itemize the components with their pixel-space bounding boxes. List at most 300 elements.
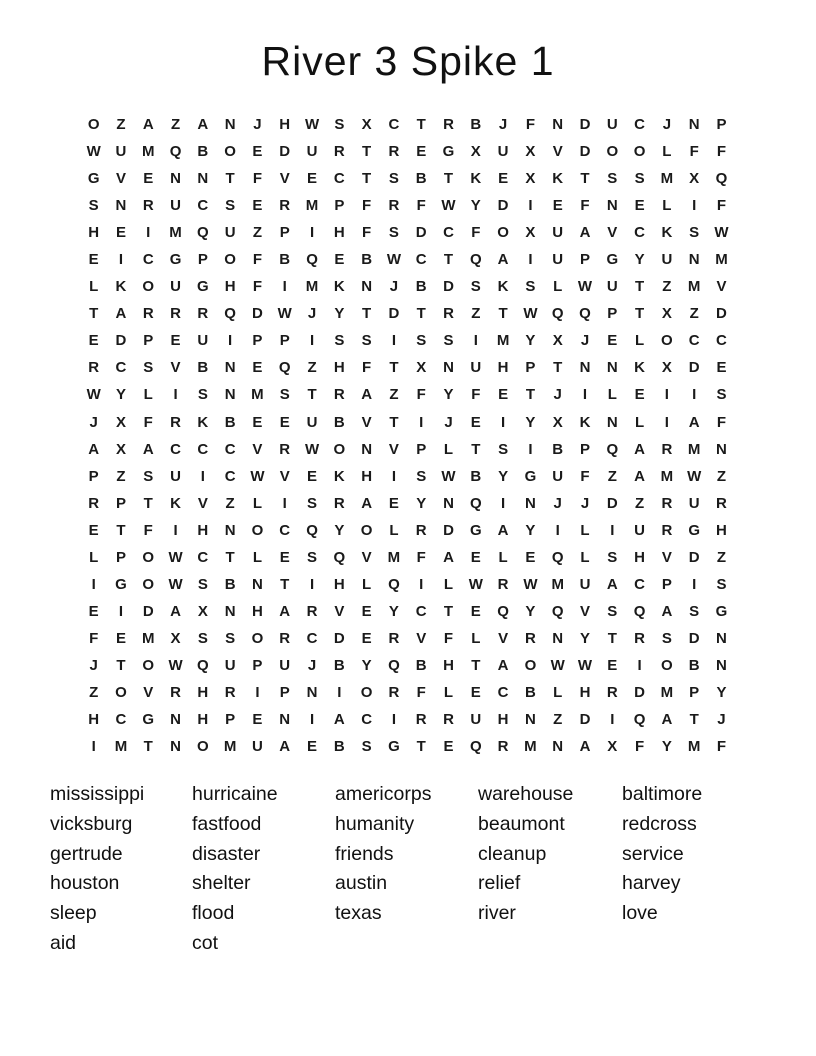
grid-letter: R [88, 494, 100, 512]
grid-letter: L [89, 548, 99, 566]
grid-letter: E [498, 386, 509, 404]
grid-row [80, 327, 735, 354]
grid-letter: R [142, 305, 154, 323]
grid-letter: E [470, 413, 481, 431]
grid-letter: K [579, 413, 591, 431]
grid-letter: Q [169, 143, 182, 161]
grid-letter: F [525, 116, 535, 134]
grid-letter: W [687, 467, 702, 485]
grid-letter: I [91, 738, 96, 756]
grid-letter: T [443, 251, 454, 269]
grid-letter: L [143, 386, 153, 404]
grid-letter: R [333, 143, 345, 161]
grid-letter: R [661, 440, 673, 458]
grid-letter: K [333, 467, 345, 485]
grid-letter: R [333, 494, 345, 512]
grid-letter: C [224, 467, 236, 485]
grid-letter: R [716, 494, 727, 512]
grid-letter: Q [606, 440, 619, 458]
grid-letter: A [142, 116, 154, 134]
grid-letter: F [416, 548, 426, 566]
word-item: mississippi [50, 783, 145, 805]
grid-letter: E [388, 494, 399, 512]
grid-letter: F [443, 629, 454, 647]
grid-letter: L [635, 413, 645, 431]
word-item: humanity [335, 812, 415, 835]
grid-letter: P [252, 332, 263, 350]
grid-letter: Y [388, 602, 399, 620]
grid-letter: W [168, 548, 183, 566]
grid-letter: Z [225, 494, 235, 512]
grid-letter: I [501, 413, 506, 431]
grid-letter: G [688, 521, 701, 539]
grid-letter: Y [443, 386, 454, 404]
grid-letter: S [607, 602, 618, 620]
grid-letter: O [251, 521, 264, 539]
grid-letter: O [497, 224, 509, 242]
grid-letter: N [361, 440, 373, 458]
grid-letter: R [634, 629, 645, 647]
grid-letter: D [688, 548, 700, 566]
grid-letter: Q [306, 251, 318, 269]
grid-letter: X [525, 143, 536, 161]
grid-letter: J [580, 332, 590, 350]
grid-letter: K [333, 278, 345, 296]
grid-letter: U [279, 656, 291, 674]
grid-letter: E [470, 684, 481, 701]
grid-letter: L [252, 494, 263, 512]
grid-letter: B [333, 656, 345, 674]
grid-letter: P [607, 305, 618, 323]
grid-letter: R [170, 305, 181, 323]
grid-letter: N [524, 494, 536, 512]
grid-letter: R [443, 116, 454, 134]
grid-row [80, 246, 735, 273]
grid-letter: H [634, 548, 645, 566]
grid-letter: S [416, 467, 427, 485]
grid-letter: R [497, 575, 509, 593]
grid-letter: V [252, 440, 263, 458]
word-item: redcross [622, 812, 697, 835]
grid-letter: Z [116, 116, 126, 134]
grid-letter: U [688, 494, 700, 512]
grid-letter: T [89, 305, 99, 323]
grid-letter: D [388, 305, 400, 323]
grid-letter: P [197, 251, 208, 269]
grid-letter: F [716, 413, 727, 431]
grid-letter: V [607, 224, 618, 242]
grid-letter: O [524, 656, 537, 674]
grid-row [80, 517, 735, 544]
grid-letter: O [197, 738, 209, 756]
grid-letter: M [169, 224, 182, 242]
grid-letter: Y [334, 521, 345, 539]
grid-letter: C [497, 684, 509, 701]
grid-letter: C [170, 440, 181, 458]
grid-letter: P [279, 332, 290, 350]
grid-letter: Z [635, 494, 645, 512]
grid-letter: S [197, 575, 208, 593]
grid-letter: Q [633, 711, 646, 729]
grid-letter: O [360, 521, 373, 539]
grid-letter: Y [334, 305, 345, 323]
grid-letter: V [388, 440, 399, 458]
grid-letter: S [443, 332, 454, 350]
grid-letter: T [443, 602, 454, 620]
grid-letter: I [610, 711, 615, 729]
grid-letter: R [388, 143, 400, 161]
grid-letter: L [580, 548, 590, 566]
grid-letter: F [471, 224, 481, 242]
grid-row [80, 436, 735, 463]
grid-letter: B [552, 440, 564, 458]
grid-letter: P [525, 359, 536, 377]
grid-letter: D [497, 197, 509, 215]
grid-letter: F [635, 738, 645, 756]
grid-letter: N [606, 413, 618, 431]
grid-letter: E [361, 629, 372, 647]
grid-letter: A [279, 602, 291, 620]
grid-letter: F [471, 386, 481, 404]
grid-letter: X [361, 116, 372, 134]
grid-letter: A [606, 575, 618, 593]
word-item: aid [50, 931, 77, 954]
grid-letter: W [550, 656, 565, 674]
grid-letter: R [279, 440, 291, 458]
grid-row [80, 679, 735, 706]
grid-letter: D [333, 629, 345, 647]
grid-letter: L [443, 440, 454, 458]
grid-letter: N [716, 440, 727, 458]
grid-letter: S [716, 575, 727, 593]
grid-letter: E [607, 332, 618, 350]
grid-letter: I [309, 332, 315, 350]
grid-letter: P [279, 684, 290, 701]
grid-letter: T [443, 170, 454, 188]
word-item: service [622, 842, 684, 865]
grid-letter: S [661, 629, 672, 647]
grid-letter: B [688, 656, 700, 674]
grid-letter: P [579, 251, 590, 269]
grid-letter: D [415, 224, 427, 242]
grid-letter: S [388, 224, 399, 242]
grid-letter: L [580, 521, 590, 539]
grid-letter: T [362, 305, 372, 323]
grid-letter: Z [252, 224, 263, 242]
grid-letter: M [524, 738, 537, 756]
grid-letter: N [170, 711, 181, 729]
grid-letter: F [252, 278, 263, 296]
grid-letter: D [579, 143, 591, 161]
grid-letter: E [88, 332, 99, 350]
grid-row [80, 733, 735, 760]
grid-letter: F [689, 143, 699, 161]
grid-letter: R [170, 684, 181, 701]
grid-letter: F [580, 197, 590, 215]
grid-letter: F [143, 413, 153, 431]
grid-letter: M [660, 467, 674, 485]
grid-letter: U [252, 738, 263, 756]
grid-letter: W [304, 116, 320, 134]
grid-letter: I [146, 224, 151, 242]
grid-letter: A [333, 711, 345, 729]
grid-letter: Y [470, 197, 481, 215]
grid-letter: T [225, 548, 235, 566]
grid-letter: X [525, 170, 536, 188]
grid-letter: G [606, 251, 619, 269]
grid-letter: M [305, 278, 319, 296]
word-item: beaumont [478, 812, 565, 835]
grid-letter: I [118, 251, 124, 269]
grid-letter: M [715, 251, 728, 269]
grid-letter: V [197, 494, 208, 512]
grid-letter: I [282, 278, 287, 296]
grid-letter: C [197, 440, 209, 458]
grid-letter: C [688, 332, 700, 350]
grid-letter: Z [471, 305, 481, 323]
grid-letter: K [634, 359, 645, 377]
grid-letter: K [497, 278, 509, 296]
grid-letter: U [170, 467, 181, 485]
grid-row [80, 354, 735, 381]
grid-letter: L [89, 278, 99, 296]
grid-letter: F [416, 197, 426, 215]
grid-letter: A [115, 305, 127, 323]
grid-letter: O [661, 332, 673, 350]
grid-letter: U [634, 521, 645, 539]
grid-row [80, 598, 735, 625]
grid-letter: Q [224, 305, 236, 323]
grid-letter: G [715, 602, 728, 620]
grid-letter: G [469, 521, 482, 539]
grid-letter: F [362, 359, 372, 377]
grid-letter: F [416, 386, 426, 404]
grid-letter: H [333, 224, 345, 242]
grid-letter: R [142, 197, 154, 215]
grid-letter: Q [333, 548, 346, 566]
grid-letter: N [197, 170, 209, 188]
grid-letter: B [333, 738, 345, 756]
grid-letter: A [361, 386, 373, 404]
grid-letter: H [197, 521, 209, 539]
grid-letter: E [252, 143, 263, 161]
grid-letter: V [716, 278, 727, 296]
grid-letter: F [716, 143, 727, 161]
grid-letter: Z [116, 467, 126, 485]
grid-letter: I [664, 386, 669, 404]
grid-letter: E [88, 521, 99, 539]
grid-letter: N [606, 197, 618, 215]
grid-letter: W [577, 278, 593, 296]
grid-letter: E [307, 467, 318, 485]
grid-letter: V [579, 602, 590, 620]
grid-letter: T [689, 711, 699, 729]
grid-letter: P [225, 711, 236, 729]
grid-letter: J [580, 494, 590, 512]
grid-letter: T [389, 413, 399, 431]
grid-letter: R [197, 305, 209, 323]
grid-letter: S [498, 440, 509, 458]
grid-letter: X [416, 359, 427, 377]
grid-letter: L [362, 575, 372, 593]
grid-letter: B [197, 143, 209, 161]
grid-letter: B [415, 656, 427, 674]
grid-letter: D [688, 629, 700, 647]
grid-letter: I [391, 467, 396, 485]
grid-letter: Y [579, 629, 590, 647]
word-item: hurricaine [192, 783, 278, 805]
grid-letter: S [470, 278, 481, 296]
grid-letter: Z [716, 548, 727, 566]
grid-letter: M [551, 575, 564, 593]
grid-letter: P [661, 575, 672, 593]
grid-letter: A [579, 738, 591, 756]
grid-letter: C [634, 116, 645, 134]
grid-letter: G [142, 711, 155, 729]
grid-letter: U [170, 278, 181, 296]
grid-letter: J [717, 711, 726, 729]
grid-letter: U [170, 197, 181, 215]
grid-letter: B [224, 413, 236, 431]
grid-row [80, 165, 735, 192]
grid-letter: S [143, 467, 154, 485]
grid-letter: X [661, 359, 672, 377]
grid-letter: D [443, 521, 454, 539]
grid-letter: R [443, 711, 454, 729]
grid-letter: Y [525, 332, 536, 350]
grid-letter: F [716, 197, 727, 215]
grid-letter: A [497, 656, 509, 674]
grid-letter: I [473, 332, 478, 350]
grid-letter: T [280, 575, 290, 593]
grid-letter: Z [389, 386, 399, 404]
grid-letter: T [116, 521, 126, 539]
grid-letter: S [361, 738, 372, 756]
grid-letter: S [334, 116, 345, 134]
grid-letter: D [688, 359, 700, 377]
grid-letter: I [118, 602, 124, 620]
grid-letter: E [470, 548, 481, 566]
grid-letter: Q [306, 521, 318, 539]
grid-letter: F [143, 521, 153, 539]
grid-letter: F [252, 170, 263, 188]
grid-letter: E [361, 602, 372, 620]
grid-letter: C [333, 170, 345, 188]
grid-letter: I [419, 575, 424, 593]
grid-letter: Z [662, 278, 672, 296]
grid-letter: E [525, 548, 536, 566]
grid-letter: O [360, 684, 373, 701]
grid-letter: S [88, 197, 99, 215]
grid-letter: Y [525, 413, 536, 431]
grid-letter: Q [278, 359, 291, 377]
grid-letter: I [228, 332, 233, 350]
word-item: baltimore [622, 783, 703, 805]
word-list-column [478, 780, 622, 959]
grid-letter: F [416, 684, 426, 701]
grid-letter: I [391, 332, 396, 350]
grid-letter: I [173, 386, 178, 404]
grid-letter: P [115, 494, 126, 512]
grid-letter: V [498, 629, 509, 647]
grid-letter: L [635, 332, 645, 350]
grid-letter: T [635, 278, 645, 296]
grid-letter: E [279, 413, 290, 431]
grid-letter: A [142, 440, 154, 458]
grid-letter: R [415, 711, 427, 729]
grid-letter: W [386, 251, 401, 269]
word-list-column [622, 780, 770, 959]
grid-letter: I [309, 224, 315, 242]
grid-letter: I [91, 575, 96, 593]
grid-letter: L [553, 278, 563, 296]
grid-letter: A [634, 467, 645, 485]
grid-letter: Z [553, 711, 563, 729]
grid-letter: H [197, 711, 209, 729]
grid-letter: I [692, 575, 697, 593]
grid-letter: S [225, 197, 236, 215]
grid-letter: O [633, 143, 646, 161]
grid-letter: V [143, 684, 154, 701]
grid-letter: C [115, 359, 127, 377]
grid-letter: H [88, 711, 100, 729]
grid-letter: B [197, 359, 209, 377]
grid-letter: Z [307, 359, 317, 377]
grid-letter: W [714, 224, 729, 242]
grid-letter: S [416, 332, 427, 350]
grid-letter: S [197, 629, 208, 647]
grid-letter: J [89, 656, 98, 674]
grid-letter: R [524, 629, 536, 647]
grid-letter: U [470, 711, 482, 729]
grid-letter: T [143, 738, 153, 756]
grid-letter: J [307, 305, 317, 323]
grid-letter: C [415, 602, 427, 620]
grid-letter: O [224, 251, 236, 269]
grid-row [80, 544, 735, 571]
grid-letter: D [142, 602, 154, 620]
grid-letter: V [334, 602, 345, 620]
grid-letter: V [170, 359, 181, 377]
grid-letter: T [143, 494, 153, 512]
grid-letter: C [306, 629, 318, 647]
grid-letter: H [88, 224, 100, 242]
grid-letter: E [416, 143, 427, 161]
grid-letter: H [497, 711, 509, 729]
grid-row [80, 652, 735, 679]
grid-letter: R [306, 602, 318, 620]
word-list-column [335, 780, 478, 959]
grid-letter: E [334, 251, 345, 269]
grid-letter: A [279, 738, 291, 756]
grid-letter: W [168, 575, 183, 593]
grid-row [80, 300, 735, 327]
grid-letter: Y [498, 467, 509, 485]
word-item: houston [50, 872, 120, 895]
grid-letter: Z [689, 305, 699, 323]
grid-letter: X [197, 602, 208, 620]
grid-letter: N [224, 116, 236, 134]
grid-letter: O [142, 575, 155, 593]
grid-letter: D [252, 305, 263, 323]
grid-letter: N [443, 494, 454, 512]
grid-letter: S [307, 494, 318, 512]
grid-letter: A [579, 224, 591, 242]
grid-letter: S [607, 548, 618, 566]
grid-letter: F [89, 629, 99, 647]
grid-letter: F [362, 224, 372, 242]
grid-letter: X [115, 440, 126, 458]
